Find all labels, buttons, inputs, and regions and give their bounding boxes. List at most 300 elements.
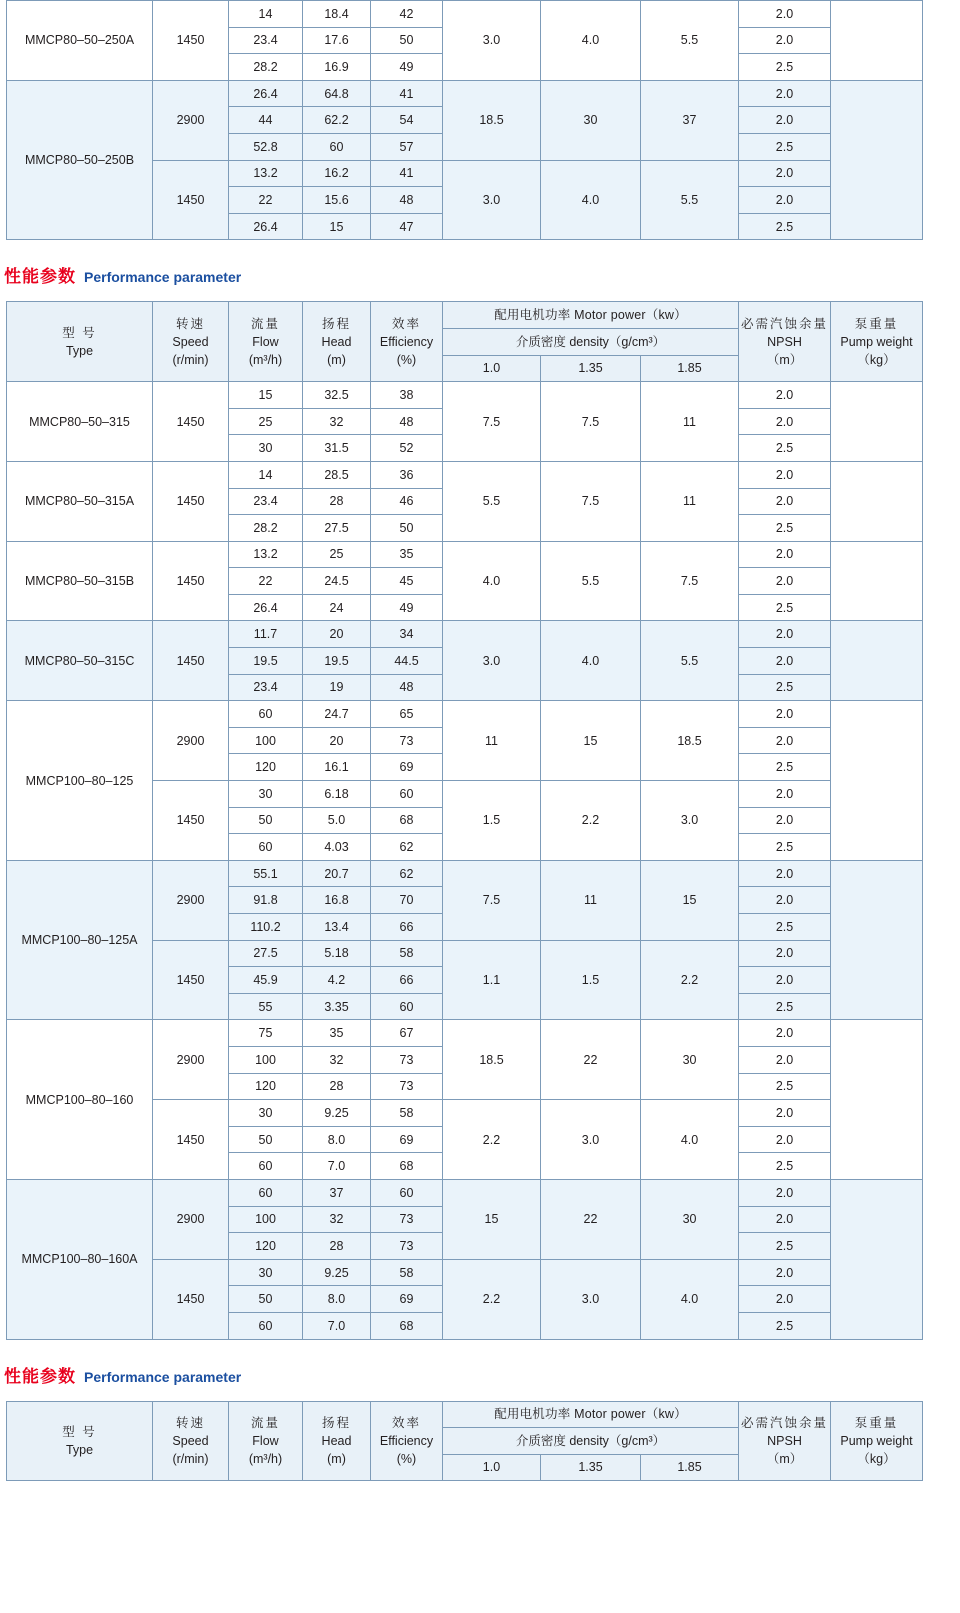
cell-head: 6.18: [303, 781, 371, 808]
cell-flow: 15: [229, 382, 303, 409]
header-weight-en: Pump weight: [840, 334, 913, 349]
header-npsh-unit: （m）: [766, 1451, 803, 1466]
cell-npsh: 2.0: [739, 860, 831, 887]
cell-head: 32.5: [303, 382, 371, 409]
cell-power-135: 5.5: [541, 541, 641, 621]
cell-speed: 1450: [153, 382, 229, 462]
cell-power-1: 7.5: [443, 860, 541, 940]
cell-flow: 55: [229, 993, 303, 1020]
header-flow-unit: (m³/h): [248, 1451, 283, 1466]
header-head-unit: (m): [327, 352, 346, 367]
header-motor-power: 配用电机功率 Motor power（kw）: [443, 302, 739, 329]
cell-efficiency: 62: [371, 860, 443, 887]
cell-npsh: 2.5: [739, 754, 831, 781]
cell-npsh: 2.0: [739, 107, 831, 134]
cell-flow: 26.4: [229, 594, 303, 621]
cell-power-185: 30: [641, 1179, 739, 1259]
cell-efficiency: 66: [371, 914, 443, 941]
cell-npsh: 2.0: [739, 807, 831, 834]
cell-npsh: 2.5: [739, 54, 831, 81]
header-efficiency-en: Efficiency: [379, 1433, 434, 1448]
table-row: [7, 461, 923, 488]
cell-head: 13.4: [303, 914, 371, 941]
header-speed-cn: 转速: [175, 316, 205, 331]
cell-flow: 45.9: [229, 967, 303, 994]
table-row: [7, 541, 923, 568]
cell-head: 9.25: [303, 1259, 371, 1286]
cell-power-135: 22: [541, 1179, 641, 1259]
header-type-en: Type: [65, 343, 94, 358]
cell-type: MMCP80–50–315: [7, 382, 153, 462]
cell-npsh: 2.5: [739, 914, 831, 941]
header-type-cn: 型 号: [62, 1424, 97, 1439]
cell-head: 27.5: [303, 515, 371, 542]
header-density-135: 1.35: [541, 1454, 641, 1481]
cell-head: 16.9: [303, 54, 371, 81]
header-flow-cn: 流量: [250, 1415, 280, 1430]
header-pump-weight: [831, 302, 923, 382]
cell-flow: 13.2: [229, 541, 303, 568]
cell-npsh: 2.0: [739, 701, 831, 728]
cell-flow: 100: [229, 1206, 303, 1233]
header-type-en: Type: [65, 1442, 94, 1457]
cell-flow: 23.4: [229, 674, 303, 701]
cell-head: 31.5: [303, 435, 371, 462]
cell-flow: 100: [229, 1046, 303, 1073]
cell-speed: 2900: [153, 1020, 229, 1100]
cell-npsh: 2.5: [739, 594, 831, 621]
table-row: [7, 1, 923, 28]
cell-npsh: 2.0: [739, 461, 831, 488]
cell-npsh: 2.0: [739, 187, 831, 214]
cell-efficiency: 41: [371, 160, 443, 187]
cell-weight: [831, 382, 923, 462]
header-efficiency-cn: 效率: [391, 1415, 421, 1430]
cell-flow: 60: [229, 1153, 303, 1180]
cell-type: MMCP100–80–125: [7, 701, 153, 861]
cell-flow: 23.4: [229, 27, 303, 54]
cell-flow: 25: [229, 408, 303, 435]
cell-flow: 19.5: [229, 648, 303, 675]
cell-efficiency: 73: [371, 1206, 443, 1233]
cell-head: 32: [303, 1206, 371, 1233]
cell-flow: 23.4: [229, 488, 303, 515]
section-heading-performance-1: [0, 240, 960, 301]
table-row: [7, 701, 923, 728]
cell-efficiency: 42: [371, 1, 443, 28]
cell-npsh: 2.0: [739, 967, 831, 994]
table-row: [7, 80, 923, 107]
header-head-cn: 扬程: [321, 316, 351, 331]
header-flow-cn: 流量: [250, 316, 280, 331]
cell-npsh: 2.5: [739, 435, 831, 462]
header-pump-weight: [831, 1401, 923, 1481]
cell-flow: 22: [229, 187, 303, 214]
cell-power-135: 7.5: [541, 382, 641, 462]
cell-npsh: 2.5: [739, 1153, 831, 1180]
cell-efficiency: 69: [371, 1286, 443, 1313]
cell-flow: 100: [229, 727, 303, 754]
cell-npsh: 2.0: [739, 541, 831, 568]
cell-head: 24.5: [303, 568, 371, 595]
header-density-185: 1.85: [641, 355, 739, 382]
cell-power-1: 3.0: [443, 160, 541, 240]
cell-flow: 50: [229, 1286, 303, 1313]
cell-flow: 27.5: [229, 940, 303, 967]
performance-table-bottom-partial: [0, 1401, 960, 1495]
section-heading-en: Performance parameter: [84, 1368, 242, 1385]
header-npsh: [739, 1401, 831, 1481]
cell-power-185: 5.5: [641, 621, 739, 701]
cell-power-1: 15: [443, 1179, 541, 1259]
cell-head: 32: [303, 408, 371, 435]
header-speed: [153, 1401, 229, 1481]
cell-flow: 30: [229, 1259, 303, 1286]
table-header-row: [7, 302, 923, 329]
header-speed-unit: (r/min): [172, 352, 209, 367]
header-weight-cn: 泵重量: [854, 316, 899, 331]
cell-head: 28.5: [303, 461, 371, 488]
cell-weight: [831, 1, 923, 81]
cell-type: MMCP80–50–315B: [7, 541, 153, 621]
cell-head: 60: [303, 133, 371, 160]
cell-head: 16.2: [303, 160, 371, 187]
cell-flow: 30: [229, 781, 303, 808]
cell-flow: 22: [229, 568, 303, 595]
cell-efficiency: 41: [371, 80, 443, 107]
cell-speed: 1450: [153, 1100, 229, 1180]
cell-head: 19.5: [303, 648, 371, 675]
cell-efficiency: 73: [371, 1046, 443, 1073]
header-head-en: Head: [321, 334, 352, 349]
cell-head: 19: [303, 674, 371, 701]
cell-speed: 2900: [153, 701, 229, 781]
cell-head: 20.7: [303, 860, 371, 887]
header-flow: [229, 302, 303, 382]
cell-efficiency: 48: [371, 408, 443, 435]
cell-weight: [831, 860, 923, 1020]
header-efficiency: [371, 302, 443, 382]
cell-npsh: 2.5: [739, 1073, 831, 1100]
header-type: [7, 302, 153, 382]
cell-efficiency: 68: [371, 807, 443, 834]
cell-power-185: 4.0: [641, 1259, 739, 1339]
cell-head: 5.0: [303, 807, 371, 834]
cell-efficiency: 65: [371, 701, 443, 728]
section-heading-cn: 性能参数: [4, 267, 76, 287]
cell-power-1: 2.2: [443, 1100, 541, 1180]
table-row: [7, 382, 923, 409]
cell-npsh: 2.5: [739, 834, 831, 861]
perf-table-bottom: [6, 1401, 923, 1482]
cell-weight: [831, 541, 923, 621]
cell-power-135: 3.0: [541, 1100, 641, 1180]
table-row: [7, 1179, 923, 1206]
cell-power-135: 3.0: [541, 1259, 641, 1339]
cell-power-1: 5.5: [443, 461, 541, 541]
cell-efficiency: 54: [371, 107, 443, 134]
cell-power-185: 18.5: [641, 701, 739, 781]
cell-head: 16.8: [303, 887, 371, 914]
cell-head: 25: [303, 541, 371, 568]
cell-efficiency: 35: [371, 541, 443, 568]
cell-head: 28: [303, 1233, 371, 1260]
cell-power-135: 15: [541, 701, 641, 781]
cell-head: 35: [303, 1020, 371, 1047]
header-npsh: [739, 302, 831, 382]
cell-power-185: 7.5: [641, 541, 739, 621]
header-density: 介质密度 density（g/cm³）: [443, 1428, 739, 1455]
cell-npsh: 2.0: [739, 1286, 831, 1313]
cell-npsh: 2.0: [739, 488, 831, 515]
cell-npsh: 2.5: [739, 1233, 831, 1260]
header-flow-en: Flow: [252, 1433, 279, 1448]
cell-efficiency: 73: [371, 727, 443, 754]
cell-npsh: 2.5: [739, 133, 831, 160]
cell-flow: 60: [229, 834, 303, 861]
cell-power-1: 11: [443, 701, 541, 781]
header-type-cn: 型 号: [62, 325, 97, 340]
cell-flow: 14: [229, 1, 303, 28]
cell-efficiency: 45: [371, 568, 443, 595]
cell-type: MMCP80–50–250A: [7, 1, 153, 81]
cell-efficiency: 58: [371, 940, 443, 967]
cell-power-1: 18.5: [443, 1020, 541, 1100]
cell-efficiency: 69: [371, 1126, 443, 1153]
cell-power-135: 2.2: [541, 781, 641, 861]
cell-power-135: 30: [541, 80, 641, 160]
cell-head: 7.0: [303, 1312, 371, 1339]
cell-npsh: 2.0: [739, 160, 831, 187]
cell-head: 8.0: [303, 1126, 371, 1153]
header-density-135: 1.35: [541, 355, 641, 382]
cell-power-185: 5.5: [641, 1, 739, 81]
cell-power-185: 5.5: [641, 160, 739, 240]
cell-type: MMCP80–50–315A: [7, 461, 153, 541]
cell-npsh: 2.0: [739, 1020, 831, 1047]
cell-type: MMCP80–50–315C: [7, 621, 153, 701]
cell-power-1: 1.5: [443, 781, 541, 861]
header-npsh-en: NPSH: [767, 1433, 802, 1448]
cell-speed: 2900: [153, 860, 229, 940]
cell-efficiency: 34: [371, 621, 443, 648]
cell-speed: 1450: [153, 781, 229, 861]
cell-npsh: 2.0: [739, 1179, 831, 1206]
section-heading-en: Performance parameter: [84, 269, 242, 286]
header-motor-power: 配用电机功率 Motor power（kw）: [443, 1401, 739, 1428]
cell-efficiency: 50: [371, 515, 443, 542]
table-row: [7, 1020, 923, 1047]
cell-efficiency: 60: [371, 993, 443, 1020]
header-flow-unit: (m³/h): [248, 352, 283, 367]
cell-weight: [831, 461, 923, 541]
cell-power-185: 11: [641, 382, 739, 462]
cell-weight: [831, 1179, 923, 1339]
cell-npsh: 2.0: [739, 1206, 831, 1233]
cell-power-1: 3.0: [443, 1, 541, 81]
cell-weight: [831, 1020, 923, 1180]
cell-flow: 60: [229, 1179, 303, 1206]
cell-efficiency: 48: [371, 187, 443, 214]
cell-head: 5.18: [303, 940, 371, 967]
cell-type: MMCP100–80–160: [7, 1020, 153, 1180]
cell-efficiency: 60: [371, 1179, 443, 1206]
cell-speed: 1450: [153, 621, 229, 701]
header-speed-cn: 转速: [175, 1415, 205, 1430]
cell-head: 9.25: [303, 1100, 371, 1127]
cell-power-1: 1.1: [443, 940, 541, 1020]
cell-npsh: 2.0: [739, 382, 831, 409]
section-heading-performance-2: [0, 1340, 960, 1401]
cell-efficiency: 68: [371, 1153, 443, 1180]
cell-efficiency: 58: [371, 1259, 443, 1286]
cell-power-185: 30: [641, 1020, 739, 1100]
table-row: [7, 860, 923, 887]
cell-head: 17.6: [303, 27, 371, 54]
cell-npsh: 2.0: [739, 887, 831, 914]
cell-flow: 120: [229, 1233, 303, 1260]
cell-npsh: 2.0: [739, 1259, 831, 1286]
cell-npsh: 2.5: [739, 1312, 831, 1339]
cell-head: 32: [303, 1046, 371, 1073]
cell-flow: 13.2: [229, 160, 303, 187]
header-npsh-cn: 必需汽蚀余量: [741, 1415, 829, 1430]
cell-type: MMCP100–80–125A: [7, 860, 153, 1020]
header-density: 介质密度 density（g/cm³）: [443, 328, 739, 355]
cell-power-135: 1.5: [541, 940, 641, 1020]
cell-flow: 11.7: [229, 621, 303, 648]
cell-npsh: 2.0: [739, 27, 831, 54]
cell-flow: 30: [229, 435, 303, 462]
cell-speed: 2900: [153, 1179, 229, 1259]
cell-power-185: 15: [641, 860, 739, 940]
perf-table-main: [6, 301, 923, 1339]
perf-table-main-body: [7, 382, 923, 1339]
cell-head: 18.4: [303, 1, 371, 28]
cell-efficiency: 36: [371, 461, 443, 488]
header-flow: [229, 1401, 303, 1481]
cell-efficiency: 49: [371, 54, 443, 81]
cell-flow: 120: [229, 1073, 303, 1100]
header-head-en: Head: [321, 1433, 352, 1448]
cell-npsh: 2.0: [739, 568, 831, 595]
cell-head: 24.7: [303, 701, 371, 728]
header-npsh-cn: 必需汽蚀余量: [741, 316, 829, 331]
header-efficiency-unit: (%): [396, 352, 417, 367]
cell-power-185: 2.2: [641, 940, 739, 1020]
cell-head: 28: [303, 488, 371, 515]
cell-npsh: 2.0: [739, 940, 831, 967]
cell-efficiency: 73: [371, 1073, 443, 1100]
cell-flow: 91.8: [229, 887, 303, 914]
cell-head: 7.0: [303, 1153, 371, 1180]
cell-npsh: 2.0: [739, 621, 831, 648]
cell-head: 4.2: [303, 967, 371, 994]
cell-head: 3.35: [303, 993, 371, 1020]
cell-npsh: 2.0: [739, 1, 831, 28]
cell-weight: [831, 701, 923, 861]
header-speed-unit: (r/min): [172, 1451, 209, 1466]
cell-type: MMCP100–80–160A: [7, 1179, 153, 1339]
cell-efficiency: 67: [371, 1020, 443, 1047]
cell-flow: 30: [229, 1100, 303, 1127]
cell-head: 15: [303, 213, 371, 240]
section-heading-cn: 性能参数: [4, 1366, 76, 1386]
cell-npsh: 2.5: [739, 515, 831, 542]
cell-npsh: 2.0: [739, 408, 831, 435]
cell-head: 37: [303, 1179, 371, 1206]
cell-head: 28: [303, 1073, 371, 1100]
cell-flow: 60: [229, 701, 303, 728]
cell-npsh: 2.0: [739, 781, 831, 808]
cell-efficiency: 47: [371, 213, 443, 240]
header-density-1: 1.0: [443, 1454, 541, 1481]
cell-head: 20: [303, 621, 371, 648]
cell-efficiency: 69: [371, 754, 443, 781]
cell-weight: [831, 621, 923, 701]
table-row: [7, 621, 923, 648]
cell-flow: 55.1: [229, 860, 303, 887]
cell-flow: 26.4: [229, 213, 303, 240]
cell-flow: 52.8: [229, 133, 303, 160]
header-flow-en: Flow: [252, 334, 279, 349]
cell-npsh: 2.0: [739, 1126, 831, 1153]
cell-flow: 14: [229, 461, 303, 488]
header-npsh-unit: （m）: [766, 352, 803, 367]
cell-speed: 2900: [153, 80, 229, 160]
cell-efficiency: 48: [371, 674, 443, 701]
cell-power-1: 7.5: [443, 382, 541, 462]
header-type: [7, 1401, 153, 1481]
cell-head: 24: [303, 594, 371, 621]
cell-power-185: 11: [641, 461, 739, 541]
cell-efficiency: 52: [371, 435, 443, 462]
header-speed: [153, 302, 229, 382]
cell-speed: 1450: [153, 541, 229, 621]
cell-power-1: 18.5: [443, 80, 541, 160]
cell-npsh: 2.0: [739, 1100, 831, 1127]
cell-efficiency: 50: [371, 27, 443, 54]
cell-efficiency: 66: [371, 967, 443, 994]
cell-flow: 50: [229, 807, 303, 834]
cell-power-135: 7.5: [541, 461, 641, 541]
cell-flow: 75: [229, 1020, 303, 1047]
cell-power-135: 22: [541, 1020, 641, 1100]
cell-npsh: 2.5: [739, 993, 831, 1020]
cell-head: 15.6: [303, 187, 371, 214]
cell-flow: 26.4: [229, 80, 303, 107]
cell-power-185: 37: [641, 80, 739, 160]
performance-table-top-continued: [0, 0, 960, 240]
cell-flow: 120: [229, 754, 303, 781]
cell-efficiency: 70: [371, 887, 443, 914]
cell-npsh: 2.0: [739, 80, 831, 107]
cell-power-135: 4.0: [541, 160, 641, 240]
cell-flow: 50: [229, 1126, 303, 1153]
header-efficiency: [371, 1401, 443, 1481]
cell-npsh: 2.0: [739, 648, 831, 675]
cell-efficiency: 49: [371, 594, 443, 621]
header-efficiency-en: Efficiency: [379, 334, 434, 349]
header-efficiency-unit: (%): [396, 1451, 417, 1466]
header-head-cn: 扬程: [321, 1415, 351, 1430]
header-head: [303, 1401, 371, 1481]
cell-efficiency: 44.5: [371, 648, 443, 675]
cell-weight: [831, 80, 923, 240]
cell-npsh: 2.0: [739, 1046, 831, 1073]
cell-speed: 1450: [153, 1259, 229, 1339]
header-density-1: 1.0: [443, 355, 541, 382]
